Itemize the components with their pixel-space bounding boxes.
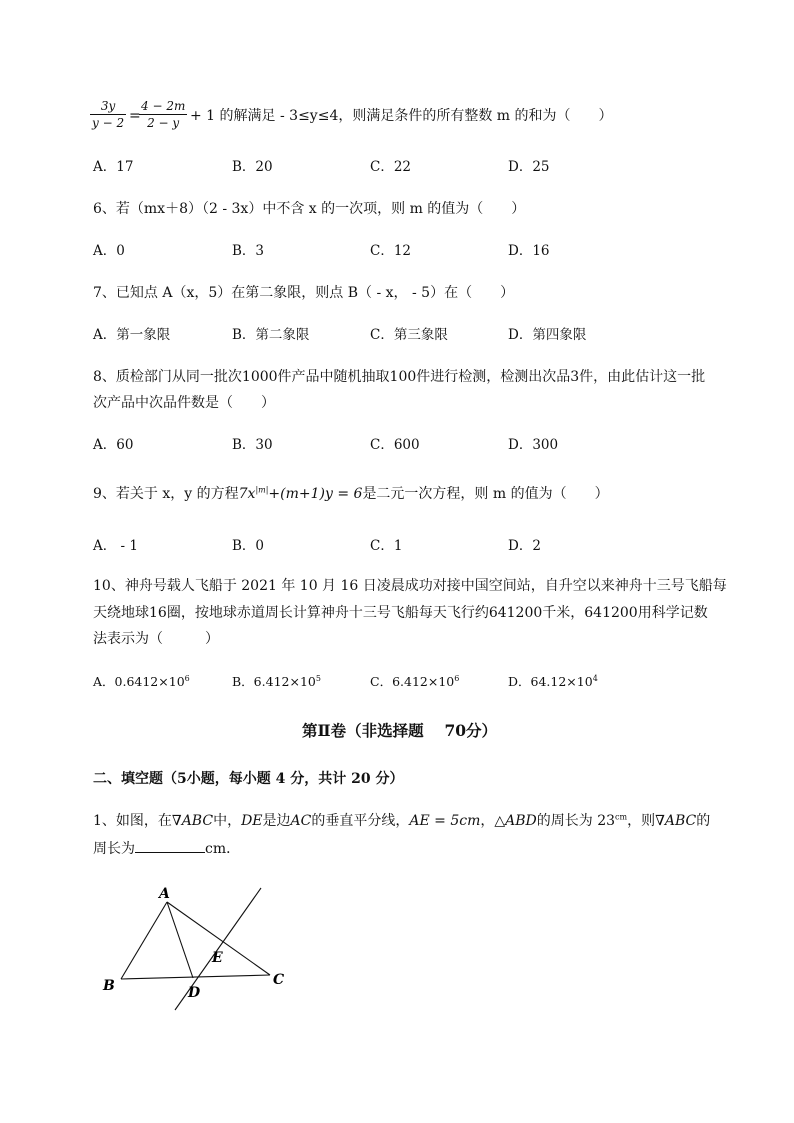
option-a: A．第一象限	[93, 327, 171, 343]
question-10-line-3: 法表示为（ ）	[93, 631, 219, 647]
text: ，△	[480, 813, 506, 829]
option-a: A．60	[93, 437, 134, 453]
triangle-abd: ABD	[505, 813, 537, 829]
option-b: B．30	[232, 437, 273, 453]
question-9-pre: 9、若关于 x，y 的方程	[93, 486, 239, 502]
option-a: A． - 1	[93, 538, 138, 554]
option-c: C．12	[370, 243, 412, 259]
equals-sign: =	[129, 108, 141, 124]
text: 中，	[213, 813, 242, 829]
segment-ab	[121, 902, 167, 979]
option-c: C．600	[370, 437, 420, 453]
fraction-3y-over-y-minus-2	[90, 98, 126, 131]
question-10-line-1: 10、神舟号载人飞船于 2021 年 10 月 16 日凌晨成功对接中国空间站，自升空以来神舟十三号飞船每	[93, 578, 727, 594]
option-b: B．第二象限	[232, 327, 310, 343]
question-10-line-2: 天绕地球16圈，按地球赤道周长计算神舟十三号飞船每天飞行约641200千米，641200用科学记数	[93, 605, 708, 621]
segment-ad	[167, 902, 193, 978]
unit-text: cm．	[205, 841, 241, 857]
option-d: D．25	[508, 159, 550, 175]
ae-length: AE = 5cm	[409, 813, 481, 829]
label-b: B	[103, 978, 115, 994]
question-8-line-2: 次产品中次品件数是（ ）	[93, 395, 275, 411]
triangle-figure	[95, 880, 305, 1020]
label-d: D	[188, 985, 201, 1001]
option-c: C．第三象限	[370, 327, 448, 343]
question-9-post: 是二元一次方程，则 m 的值为（ ）	[362, 486, 609, 502]
equation-rest: +(m+1)y = 6	[268, 486, 363, 502]
option-exponent: 6	[454, 673, 460, 683]
question-8-line-1: 8、质检部门从同一批次1000件产品中随机抽取100件进行检测，检测出次品3件，由此估计这一批	[93, 369, 706, 385]
option-exponent: 4	[592, 673, 598, 683]
option-c	[370, 672, 459, 692]
option-a	[93, 672, 190, 692]
segment-ac: AC	[290, 813, 312, 829]
option-d: D．2	[508, 538, 541, 554]
part-2-title: 第Ⅱ卷（非选择题 70分）	[302, 721, 498, 740]
option-label: B．6.412×10	[232, 674, 316, 689]
option-b	[232, 672, 321, 692]
option-d: D．第四象限	[508, 327, 587, 343]
fill-question-1-line-1	[93, 811, 710, 831]
triangle-abc: ∇ABC	[655, 813, 697, 829]
option-d: D．300	[508, 437, 559, 453]
option-a: A．0	[93, 243, 125, 259]
fill-question-1-line-2	[93, 838, 240, 859]
text: 1、如图，在	[93, 813, 172, 829]
option-label: D．64.12×10	[508, 674, 593, 689]
text: ，则	[627, 813, 656, 829]
segment-de: DE	[241, 813, 263, 829]
option-a: A．17	[93, 159, 134, 175]
fraction-4-minus-2m-over-2-minus-y	[139, 98, 187, 131]
text: 是边	[262, 813, 291, 829]
question-text: + 1 的解满足 - 3≤y≤4，则满足条件的所有整数 m 的和为（ ）	[190, 108, 613, 124]
answer-blank[interactable]	[135, 838, 205, 853]
segment-bc	[121, 975, 270, 979]
option-b: B．3	[232, 243, 265, 259]
option-c: C．22	[370, 159, 412, 175]
fraction-numerator: 4 − 2m	[141, 99, 186, 113]
question-7-text: 7、已知点 A（x，5）在第二象限，则点 B（ - x， - 5）在（ ）	[93, 285, 515, 301]
label-e: E	[212, 950, 223, 966]
option-label: C．6.412×10	[370, 674, 455, 689]
label-a: A	[159, 886, 170, 902]
option-label: A．0.6412×10	[93, 674, 185, 689]
section-2-title: 二、填空题（5小题，每小题 4 分，共计 20 分）	[93, 771, 404, 787]
option-b: B．0	[232, 538, 265, 554]
text: 的周长为 23	[536, 813, 616, 829]
option-exponent: 5	[315, 673, 321, 683]
option-d: D．16	[508, 243, 550, 259]
option-exponent: 6	[184, 673, 190, 683]
fraction-numerator: 3y	[90, 98, 126, 115]
label-c: C	[273, 972, 285, 988]
unit-cm: cm	[615, 812, 628, 822]
equation-exponent: |m|	[255, 485, 269, 495]
option-b: B．20	[232, 159, 273, 175]
option-c: C．1	[370, 538, 403, 554]
question-9-text	[93, 484, 609, 504]
text: 的垂直平分线，	[311, 813, 410, 829]
equation-7x: 7x	[238, 486, 256, 502]
question-6-text: 6、若（mx＋8）（2 - 3x）中不含 x 的一次项，则 m 的值为（ ）	[93, 201, 526, 217]
fraction-denominator: 2 − y	[147, 116, 180, 130]
option-d	[508, 672, 598, 692]
fraction-denominator: y − 2	[92, 116, 125, 130]
text: 的	[696, 813, 711, 829]
text: 周长为	[93, 841, 135, 857]
triangle-abc: ∇ABC	[171, 813, 214, 829]
